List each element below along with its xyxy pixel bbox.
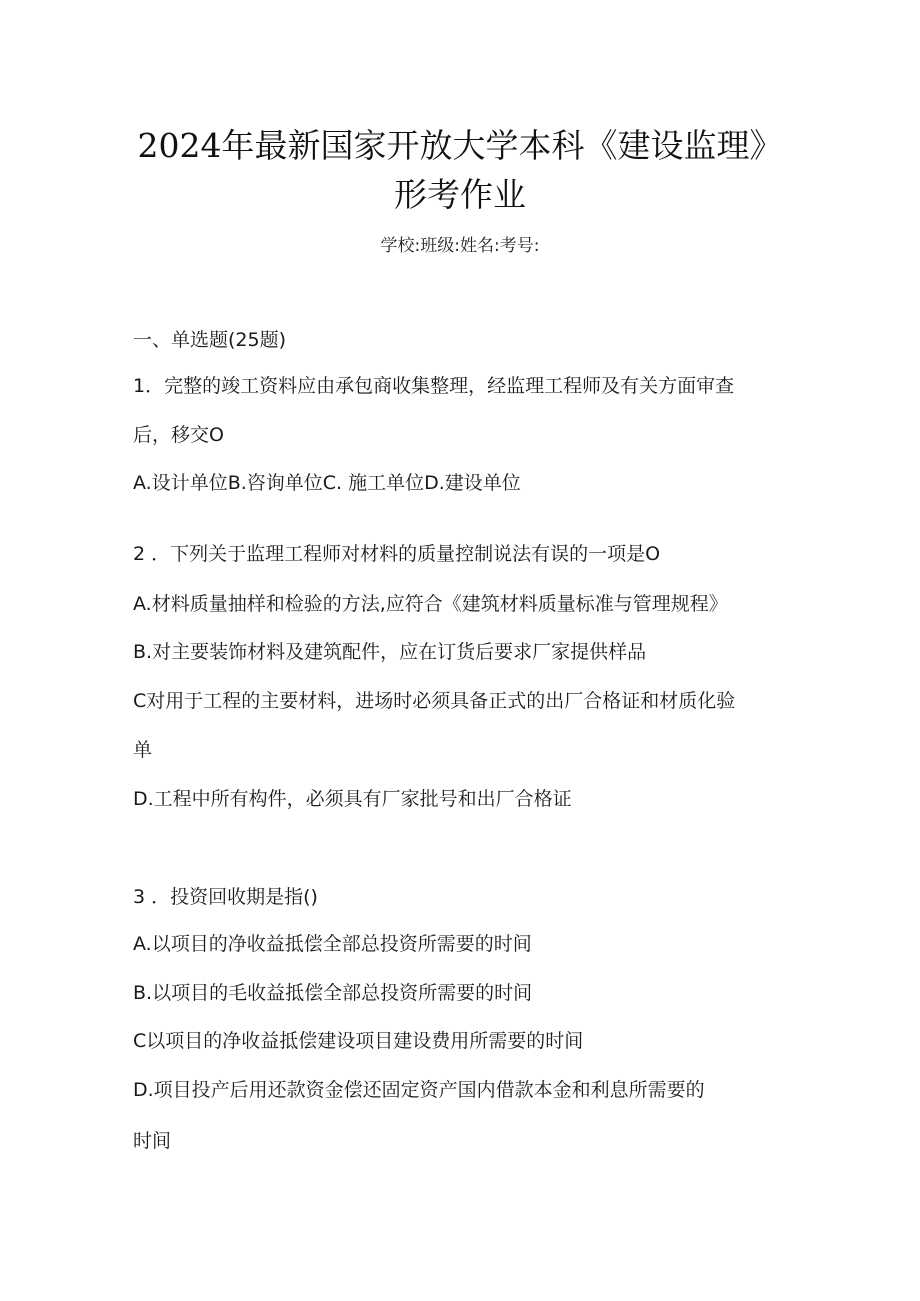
question-3-option-a: A.以项目的净收益抵偿全部总投资所需要的时间 — [133, 933, 532, 955]
question-3-option-d-line-2: 时间 — [133, 1130, 172, 1152]
student-info-line: 学校:班级:姓名:考号: — [380, 236, 540, 256]
question-1-stem-line-1: 1．完整的竣工资料应由承包商收集整理，经监理工程师及有关方面审查 — [133, 375, 735, 397]
document-title-line-2: 形考作业 — [394, 175, 526, 214]
question-3-option-b: B.以项目的毛收益抵偿全部总投资所需要的时间 — [133, 982, 533, 1004]
question-2-option-c-line-1: C对用于工程的主要材料，进场时必须具备正式的出厂合格证和材质化验 — [133, 690, 736, 712]
question-3-stem: 3 ．投资回收期是指() — [133, 886, 318, 908]
question-1-stem-line-2: 后，移交O — [133, 424, 224, 446]
document-title-line-1: 2024年最新国家开放大学本科《建设监理》 — [137, 126, 783, 165]
question-1-options: A.设计单位B.咨询单位C. 施工单位D.建设单位 — [133, 472, 521, 494]
question-3-option-d-line-1: D.项目投产后用还款资金偿还固定资产国内借款本金和利息所需要的 — [133, 1079, 705, 1101]
question-2-option-a: A.材料质量抽样和检验的方法,应符合《建筑材料质量标准与管理规程》 — [133, 593, 728, 615]
question-2-option-c-line-2: 单 — [133, 739, 153, 761]
question-3-option-c: C以项目的净收益抵偿建设项目建设费用所需要的时间 — [133, 1030, 584, 1052]
question-2-stem: 2 ．下列关于监理工程师对材料的质量控制说法有误的一项是O — [133, 543, 661, 565]
section-heading: 一、单选题(25题) — [133, 329, 287, 351]
question-2-option-d: D.工程中所有构件，必须具有厂家批号和出厂合格证 — [133, 788, 572, 810]
question-2-option-b: B.对主要装饰材料及建筑配件，应在订货后要求厂家提供样品 — [133, 641, 647, 663]
